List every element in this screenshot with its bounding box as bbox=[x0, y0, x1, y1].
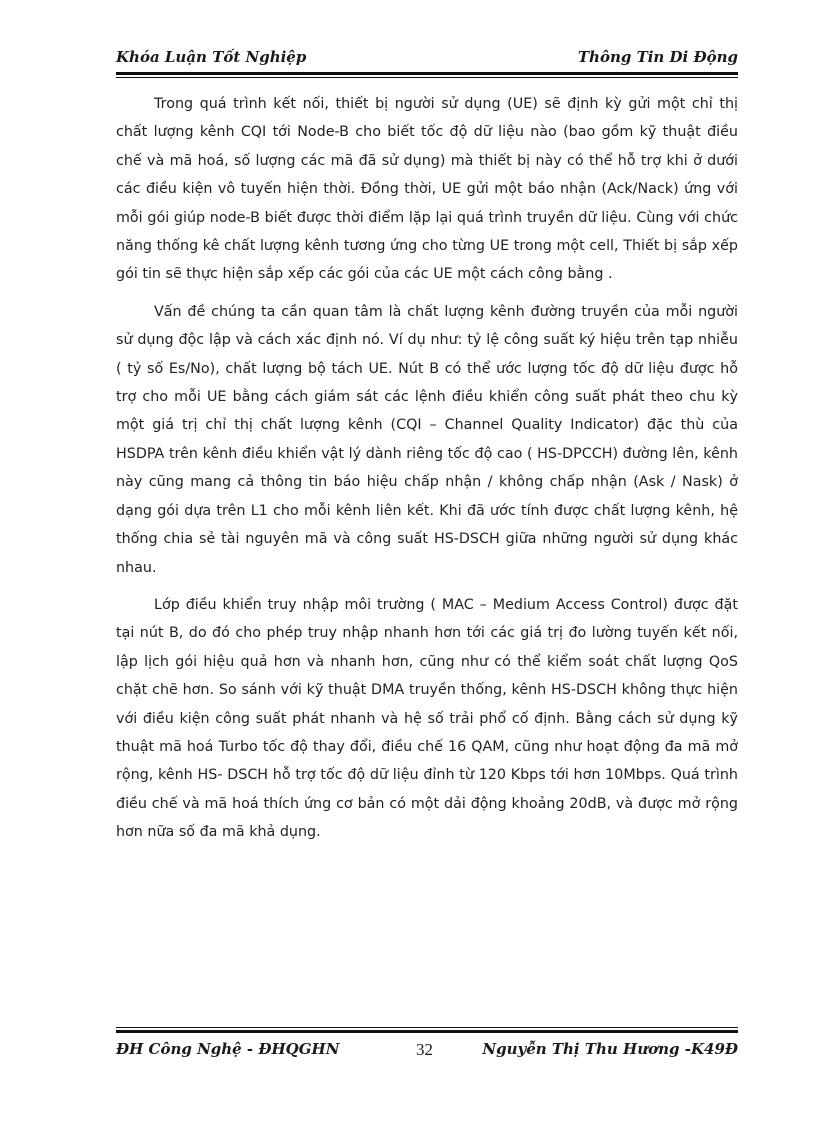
footer-rule-thin bbox=[116, 1027, 738, 1028]
page-footer bbox=[116, 1040, 738, 1064]
paragraph-1: Trong quá trình kết nối, thiết bị người sử dụng (UE) sẽ định kỳ gửi một chỉ thị chất lượng kênh CQI tới Node-B cho biết tốc độ dữ liệu nào (bao gồm kỹ thuật điều chế và mã hoá, số lượng các mã đã sử dụng) mà thiết bị này có thể hỗ trợ khi ở dưới các điều kiện vô tuyến hiện thời. Đồng thời, UE gửi một báo nhận (Ack/Nack) ứng với mỗi gói giúp node-B biết được thời điểm lặp lại quá trình truyền dữ liệu. Cùng với chức năng thống kê chất lượng kênh tương ứng cho từng UE trong một cell, Thiết bị sắp xếp gói tin sẽ thực hiện sắp xếp các gói của các UE một cách công bằng . bbox=[116, 96, 738, 283]
page-body bbox=[116, 90, 738, 856]
paragraph-2: Vấn đề chúng ta cần quan tâm là chất lượng kênh đường truyền của mỗi người sử dụng độc lập và cách xác định nó. Ví dụ như: tỷ lệ công suất ký hiệu trên tạp nhiễu ( tỷ số Es/No), chất lượng bộ tách UE. Nút B có thể ước lượng tốc độ dữ liệu được hỗ trợ cho mỗi UE bằng cách giám sát các lệnh điều khiển công suất phát theo chu kỳ một giá trị chỉ thị chất lượng kênh (CQI – Channel Quality Indicator) đặc thù của HSDPA trên kênh điều khiển vật lý dành riêng tốc độ cao ( HS-DPCCH) đường lên, kênh này cũng mang cả thông tin báo hiệu chấp nhận / không chấp nhận (Ask / Nask) ở dạng gói dựa trên L1 cho mỗi kênh liên kết. Khi đã ước tính được chất lượng kênh, hệ thống chia sẻ tài nguyên mã và công suất HS-DSCH giữa những người sử dụng khác nhau. bbox=[116, 303, 738, 576]
footer-university: ĐH Công Nghệ - ĐHQGHN bbox=[116, 1040, 340, 1058]
page-number: 32 bbox=[416, 1040, 433, 1059]
footer-rule-thick bbox=[116, 1030, 738, 1033]
footer-author: Nguyễn Thị Thu Hương -K49Đ bbox=[482, 1040, 738, 1058]
paragraph-3: Lớp điều khiển truy nhập môi trường ( MAC – Medium Access Control) được đặt tại nút B, do đó cho phép truy nhập nhanh hơn tới các giá trị đo lường tuyến kết nối, lập lịch gói hiệu quả hơn và nhanh hơn, cũng như có thể kiểm soát chất lượng QoS chặt chẽ hơn. So sánh với kỹ thuật DMA truyền thống, kênh HS-DSCH không thực hiện với điều kiện công suất phát nhanh và hệ số trải phổ cố định. Bằng cách sử dụng kỹ thuật mã hoá Turbo tốc độ thay đổi, điều chế 16 QAM, cũng như hoạt động đa mã mở rộng, kênh HS- DSCH hỗ trợ tốc độ dữ liệu đỉnh từ 120 Kbps tới hơn 10Mbps. Quá trình điều chế và mã hoá thích ứng cơ bản có một dải động khoảng 20dB, và được mở rộng hơn nữa số đa mã khả dụng. bbox=[116, 596, 738, 841]
header-rule-thin bbox=[116, 77, 738, 78]
page-header bbox=[116, 48, 738, 72]
header-rule-thick bbox=[116, 72, 738, 75]
header-thesis-title: Khóa Luận Tốt Nghiệp bbox=[116, 48, 307, 66]
header-subject: Thông Tin Di Động bbox=[577, 48, 738, 66]
